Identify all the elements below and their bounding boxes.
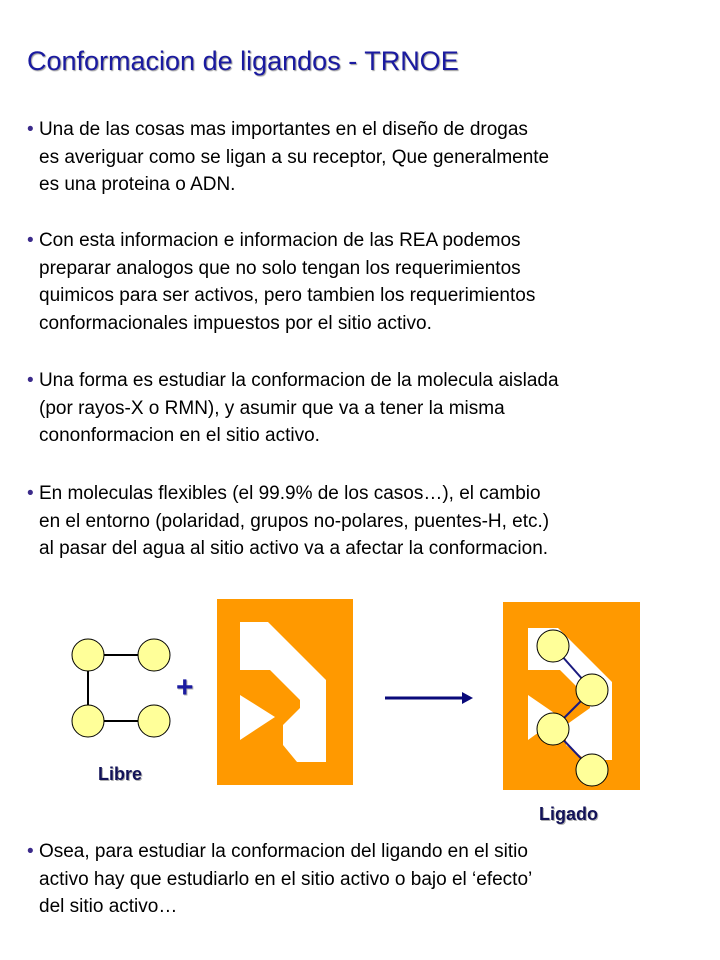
atom [576,754,608,786]
bound-label: Ligado [539,804,598,824]
bullet-5-line-3: del sitio activo… [39,896,178,917]
atom [72,639,104,671]
receptor-block [217,599,353,785]
bullet-dot: • [27,230,34,251]
bullet-4-line-3: al pasar del agua al sitio activo va a afectar la conformacion. [39,538,549,559]
bullet-3-line-3: cononformacion en el sitio activo. [39,425,320,446]
bullet-4-line-1: En moleculas flexibles (el 99.9% de los casos…), el cambio [38,483,541,504]
bullet-2-line-2: preparar analogos que no solo tengan los requerimientos [39,257,521,279]
plus-sign: + [176,671,194,704]
bullet-5 [27,838,532,921]
bullet-2-line-1: Con esta informacion e informacion de las REA podemos [38,230,521,251]
atom [138,705,170,737]
free-label: Libre [98,764,143,784]
bullet-dot: • [27,370,34,391]
receptor-bound [503,602,640,790]
bullet-2-line-4: conformacionales impuestos por el sitio activo. [39,312,432,334]
receptor-empty [217,599,353,785]
bullet-dot: • [27,841,34,862]
atom [138,639,170,671]
atom [537,630,569,662]
bullet-1-line-3: es una proteina o ADN. [39,174,236,195]
atom [72,705,104,737]
reaction-arrow [385,692,473,704]
arrow-head [462,692,473,704]
bullet-3-line-1: Una forma es estudiar la conformacion de la molecula aislada [38,370,559,391]
atom [576,674,608,706]
bullet-3-line-2: (por rayos-X o RMN), y asumir que va a tener la misma [39,397,505,419]
bullet-dot: • [27,119,34,140]
receptor-block [503,602,640,790]
bullet-5-line-2: activo hay que estudiarlo en el sitio activo o bajo el ‘efecto’ [39,868,533,890]
bullet-1-line-2: es averiguar como se ligan a su receptor, Que generalmente [39,146,550,168]
page-title: Conformacion de ligandos - TRNOE [27,46,459,76]
bullet-dot: • [27,483,34,504]
bullet-4-line-2: en el entorno (polaridad, grupos no-polares, puentes-H, etc.) [39,510,550,532]
bullet-2-line-3: quimicos para ser activos, pero tambien los requerimientos [39,285,536,306]
free-ligand [72,639,170,737]
bullet-5-line-1: Osea, para estudiar la conformacion del ligando en el sitio [38,841,528,862]
bullet-1-line-1: Una de las cosas mas importantes en el diseño de drogas [38,119,528,140]
atom [537,713,569,745]
